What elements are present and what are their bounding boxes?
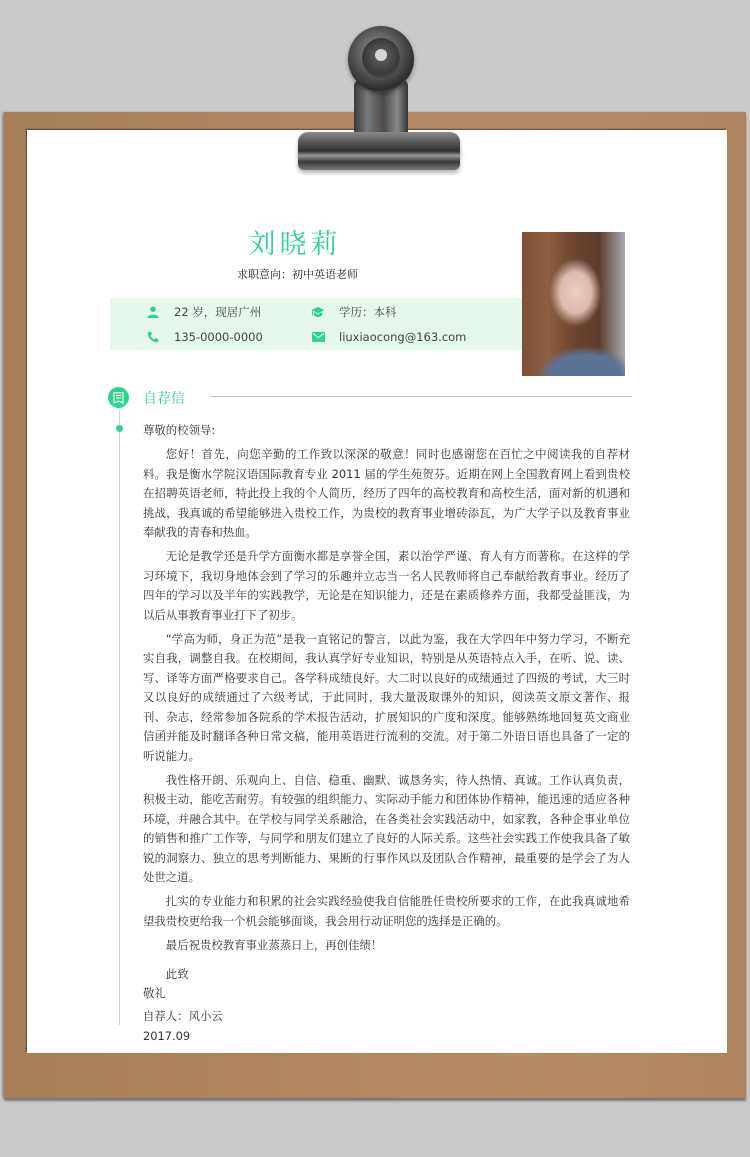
age-location-text: 22 岁，现居广州: [174, 305, 262, 319]
clip-hole: [375, 49, 387, 61]
info-phone: [146, 330, 263, 344]
letter-paragraph: 最后祝贵校教育事业蒸蒸日上，再创佳绩！: [165, 938, 383, 953]
letter-closing-1: 此致: [165, 966, 189, 981]
clip-ring: [348, 26, 414, 92]
letter-signature: 自荐人：风小云: [143, 1009, 223, 1024]
letter-salutation: 尊敬的校领导:: [143, 423, 216, 437]
clip-base: [298, 132, 460, 170]
email-text[interactable]: liuxiaocong@163.com: [339, 330, 467, 344]
letter-paragraph: “学高为师，身正为范”是我一直铭记的警言，以此为鉴，我在大学四年中努力学习，不断充实自我，调整自我。在校期间，我认真学好专业知识，特别是从英语特点入手，在听、说、读、写、译等方面严格要求自己。各学科成绩良好。大二时以良好的成绩通过了四级的考试，大三时又以良好的成绩通过了六级考试，于此同时，我大量汲取课外的知识，阅读英文原文著作、报刊、杂志，经常参加各院系的学术报告活动，扩展知识的广度和深度。能够熟练地回复英文商业信函并能及时翻译各种日常文稿，能用英语进行流利的交流。对于第二外语日语也具备了一定的听说能力。: [143, 632, 630, 763]
letter-paragraph: 扎实的专业能力和积累的社会实践经验使我自信能胜任贵校所要求的工作，在此我真诚地希望我贵校更给我一个机会能够面谈，我会用行动证明您的选择是正确的。: [143, 894, 630, 928]
letter-date: 2017.09: [143, 1028, 191, 1043]
graduation-cap-icon: [311, 305, 325, 319]
letter-paragraph: 您好！首先，向您辛勤的工作致以深深的敬意！同时也感谢您在百忙之中阅读我的自荐材料。我是衡水学院汉语国际教育专业 2011 届的学生苑贺芬。近期在网上全国教育网上看到贵校在招聘英语老师，特此投上我的个人简历，经历了四年的高校教育和高校生活，面对新的机遇和挑战，我真诚的希望能够进入贵校工作，为贵校的教育事业增砖添瓦，为广大学子以及教育事业奉献我的青春和热血。: [143, 447, 630, 540]
envelope-icon: [311, 330, 325, 344]
section-title: 自荐信: [143, 391, 185, 407]
info-age-location: [146, 304, 261, 320]
info-band: [110, 298, 522, 350]
letter-closing-2: 敬礼: [143, 985, 166, 1000]
binder-clip: [290, 22, 470, 174]
document-icon: [108, 387, 129, 408]
letter-paragraph: 无论是教学还是升学方面衡水都是享誉全国，素以治学严谨、育人有方而著称。在这样的学习环境下，我切身地体会到了学习的乐趣并立志当一名人民教师将自己奉献给教育事业。经历了四年的学习以及半年的实践教学，无论是在知识能力，还是在素质修养方面，我都受益匪浅，为以后从事教育事业打下了初步。: [143, 549, 630, 622]
person-icon: [146, 305, 160, 319]
timeline-line: [119, 410, 120, 1025]
candidate-name: 刘晓莉: [248, 229, 342, 260]
phone-icon: [146, 330, 160, 344]
education-text: 学历：本科: [339, 305, 397, 319]
info-education: [311, 304, 397, 320]
clip-ring-inner: [362, 38, 400, 78]
phone-text: 135-0000-0000: [174, 330, 263, 344]
letter-paragraph: 我性格开朗、乐观向上、自信、稳重、幽默、诚恳务实，待人热情、真诚。工作认真负责，积极主动，能吃苦耐劳。有较强的组织能力、实际动手能力和团体协作精神，能迅速的适应各种环境，并融合其中。在学校与同学关系融洽，在各类社会实践活动中，如家教，各种企事业单位的销售和推广工作等，与同学和朋友们建立了良好的人际关系。这些社会实践工作使我具备了敏锐的洞察力、独立的思考判断能力、果断的行事作风以及团队合作精神，最重要的是学会了为人处世之道。: [143, 772, 630, 884]
job-intent: 求职意向：初中英语老师: [237, 268, 358, 281]
profile-photo: [522, 232, 625, 376]
info-email: [311, 330, 466, 344]
cover-letter: [143, 421, 630, 1046]
timeline-dot: [116, 425, 123, 432]
section-divider: [210, 396, 632, 397]
